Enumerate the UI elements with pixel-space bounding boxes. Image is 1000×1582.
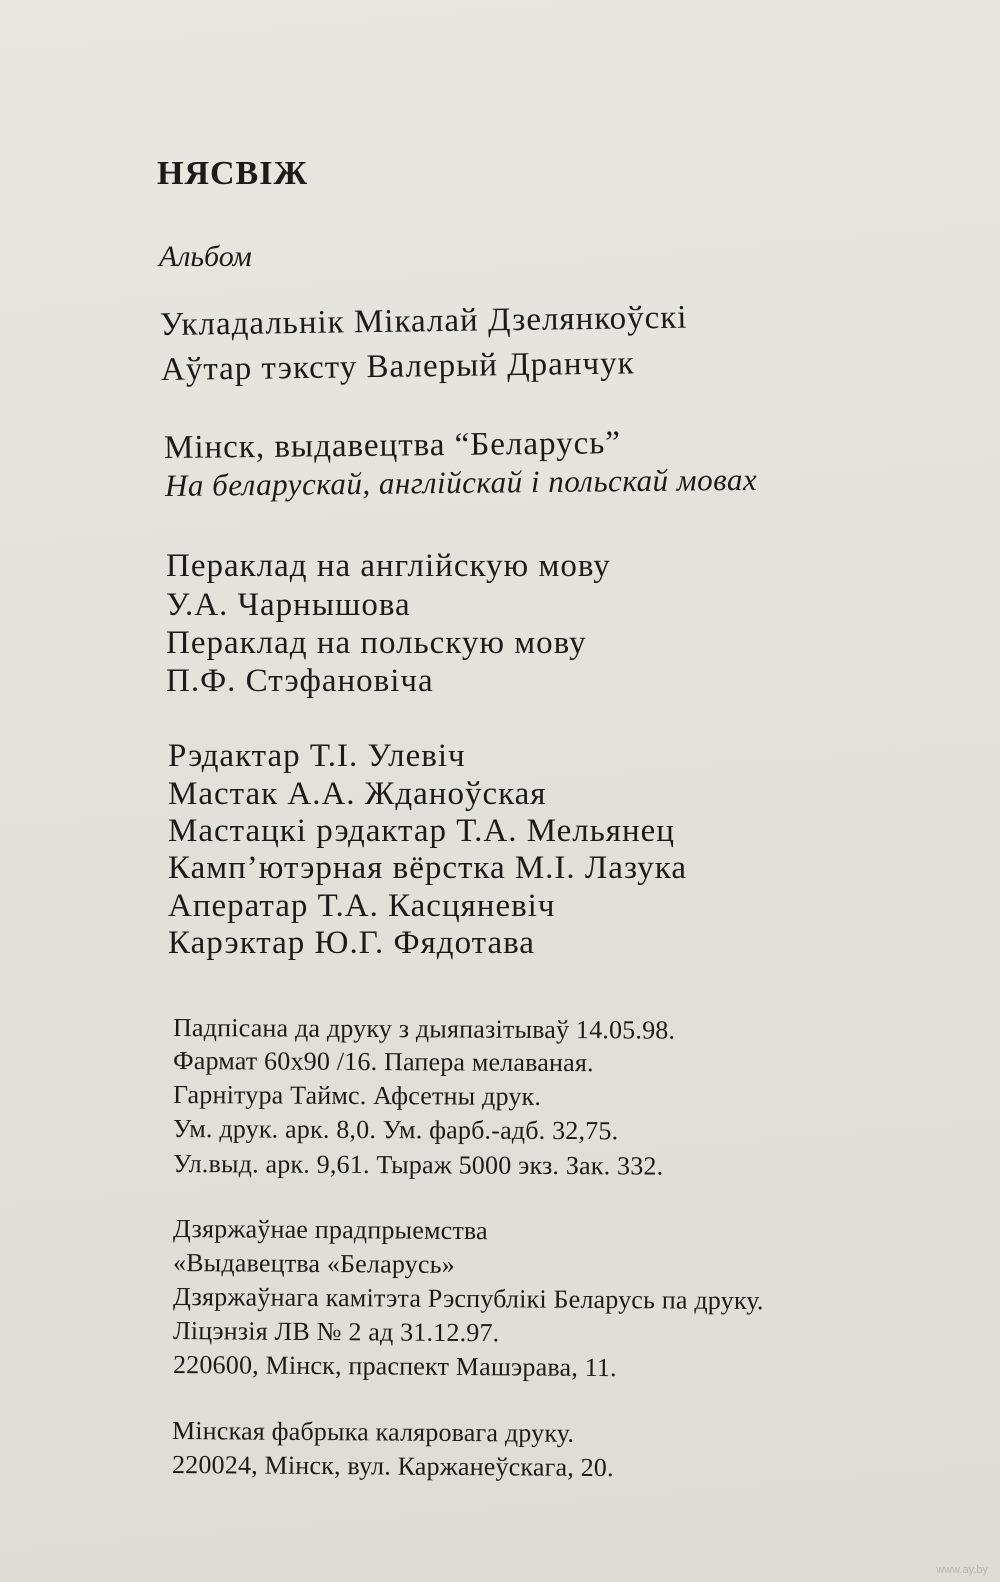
enterprise-line: Дзяржаўнага камітэта Рэспублікі Беларусь па друку. [172, 1282, 764, 1316]
translation-line: П.Ф. Стэфановіча [166, 663, 434, 699]
book-title: НЯСВІЖ [157, 155, 309, 192]
staff-line: Рэдактар Т.І. Улевіч [168, 738, 466, 774]
languages-line: На беларускай, англійскай і польскай мовах [164, 461, 758, 503]
translation-line: У.А. Чарнышова [166, 587, 411, 623]
enterprise-line: «Выдавецтва «Беларусь» [172, 1248, 456, 1279]
print-detail-line: Падпісана да друку з дыяпазітываў 14.05.98. [172, 1013, 676, 1045]
text-author-credit: Аўтар тэксту Валерый Дранчук [160, 345, 635, 388]
enterprise-line: 220600, Мінск, праспект Машэрава, 11. [172, 1350, 617, 1383]
staff-line: Аператар Т.А. Касцяневіч [168, 888, 556, 924]
staff-line: Мастацкі рэдактар Т.А. Мельянец [168, 813, 675, 849]
translation-line: Пераклад на польскую мову [166, 625, 587, 661]
book-subtitle: Альбом [159, 240, 252, 273]
staff-line: Камп’ютэрная вёрстка М.І. Лазука [168, 850, 687, 886]
print-detail-line: Ум. друк. арк. 8,0. Ум. фарб.-адб. 32,75. [172, 1114, 619, 1146]
publisher-line: Мінск, выдавецтва “Беларусь” [163, 425, 622, 466]
watermark: www.ay.by [936, 1564, 988, 1576]
staff-line: Карэктар Ю.Г. Фядотава [168, 925, 535, 961]
print-detail-line: Гарнітура Таймс. Афсетны друк. [172, 1080, 542, 1111]
translation-line: Пераклад на англійскую мову [166, 548, 611, 584]
compiler-credit: Укладальнік Мікалай Дзелянкоўскі [159, 299, 688, 343]
printer-line: Мінская фабрыка каляровага друку. [171, 1416, 575, 1448]
enterprise-line: Ліцэнзія ЛВ № 2 ад 31.12.97. [172, 1316, 500, 1348]
enterprise-line: Дзяржаўнае прадпрыемства [172, 1214, 488, 1246]
print-detail-line: Фармат 60x90 /16. Папера мелаваная. [172, 1046, 594, 1078]
staff-line: Мастак А.А. Жданоўская [168, 776, 547, 812]
printer-line: 220024, Мінск, вул. Каржанеўскага, 20. [171, 1450, 614, 1483]
print-detail-line: Ул.выд. арк. 9,61. Тыраж 5000 экз. Зак. 332. [172, 1149, 664, 1181]
